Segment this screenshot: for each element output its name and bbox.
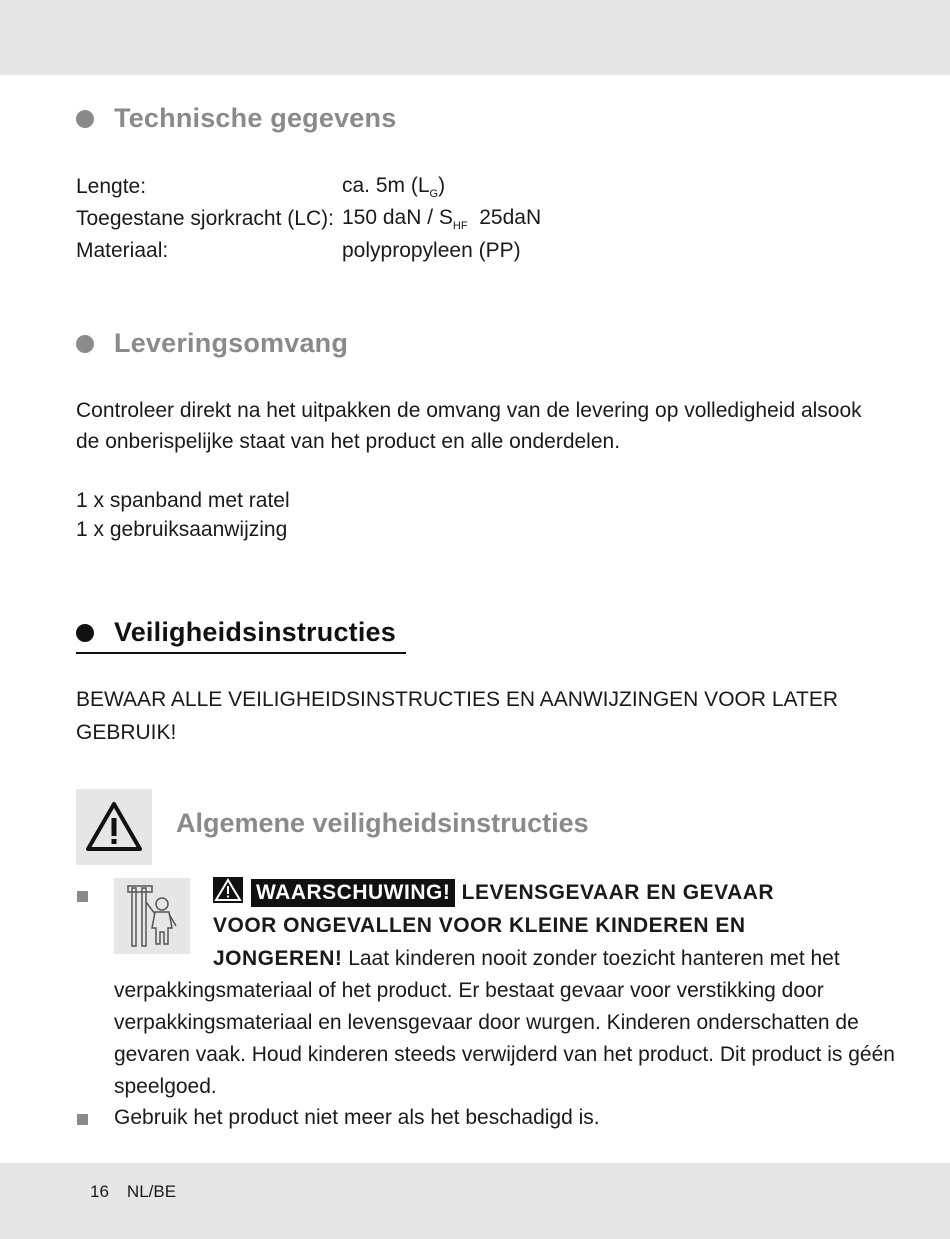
square-bullet-icon (77, 891, 88, 902)
spec-row (76, 171, 541, 203)
language-code: NL/BE (126, 1182, 177, 1201)
section-scope (76, 328, 348, 359)
warning-triangle-icon (76, 789, 152, 865)
warning-text-line: verpakkingsmateriaal en levensgevaar door wurgen. Kinderen onderschatten de (114, 1011, 859, 1034)
spec-label: Toegestane sjorkracht (LC): (76, 207, 334, 230)
spec-value: polypropyleen (PP) (342, 239, 521, 262)
child-hazard-icon (114, 878, 190, 954)
safety-notice: BEWAAR ALLE VEILIGHEIDSINSTRUCTIES EN AANWIJZINGEN VOOR LATER GEBRUIK! (76, 688, 838, 744)
section-title: Leveringsomvang (114, 328, 349, 358)
spec-label: Lengte: (76, 175, 147, 198)
spec-value: ca. 5m $(L_G)$ (342, 174, 446, 200)
list-item: 1 x spanband met ratel (76, 489, 290, 512)
spec-label: Materiaal: (76, 239, 169, 262)
warning-heading-line: JONGEREN! Laat kinderen nooit zonder toezicht hanteren met het (213, 947, 840, 970)
bullet-dot-icon (76, 110, 94, 128)
section-technical-data (76, 103, 396, 134)
warning-label: WAARSCHUWING! (251, 879, 455, 907)
warning-heading-line: VOOR ONGEVALLEN VOOR KLEINE KINDEREN EN (213, 914, 746, 937)
warning-text-line: gevaren vaak. Houd kinderen steeds verwijderd van het product. Dit product is géén (114, 1043, 895, 1066)
spec-value: 150 daN / $S_{HF}$ 25daN (342, 206, 542, 232)
warning-text-line: verpakkingsmateriaal of het product. Er bestaat gevaar voor verstikking door (114, 979, 824, 1002)
warning-triangle-icon (213, 877, 243, 903)
page-number: 16 (90, 1182, 109, 1201)
bullet-text: Gebruik het product niet meer als het beschadigd is. (114, 1106, 600, 1129)
section-title: Technische gegevens (114, 103, 397, 133)
header-band (0, 0, 950, 75)
page-footer (90, 1182, 194, 1202)
bullet-dot-icon (76, 335, 94, 353)
warning-text-line: speelgoed. (114, 1075, 217, 1098)
square-bullet-icon (77, 1114, 88, 1125)
scope-items (76, 486, 290, 544)
section-title: Veiligheidsinstructies (114, 617, 396, 647)
scope-paragraph: Controleer direkt na het uitpakken de omvang van de levering op volledigheid alsook de onberispelijke staat van het product en alle onderdelen. (76, 399, 862, 453)
spec-table (76, 171, 541, 267)
list-item: 1 x gebruiksaanwijzing (76, 518, 288, 541)
spec-row (76, 235, 541, 267)
section-safety (76, 617, 396, 648)
bullet-dot-icon (76, 624, 94, 642)
warning-heading-line: WAARSCHUWING! LEVENSGEVAAR EN GEVAAR (213, 876, 774, 909)
title-underline (76, 652, 406, 654)
subsection-title: Algemene veiligheidsinstructies (176, 808, 589, 838)
spec-row (76, 203, 541, 235)
